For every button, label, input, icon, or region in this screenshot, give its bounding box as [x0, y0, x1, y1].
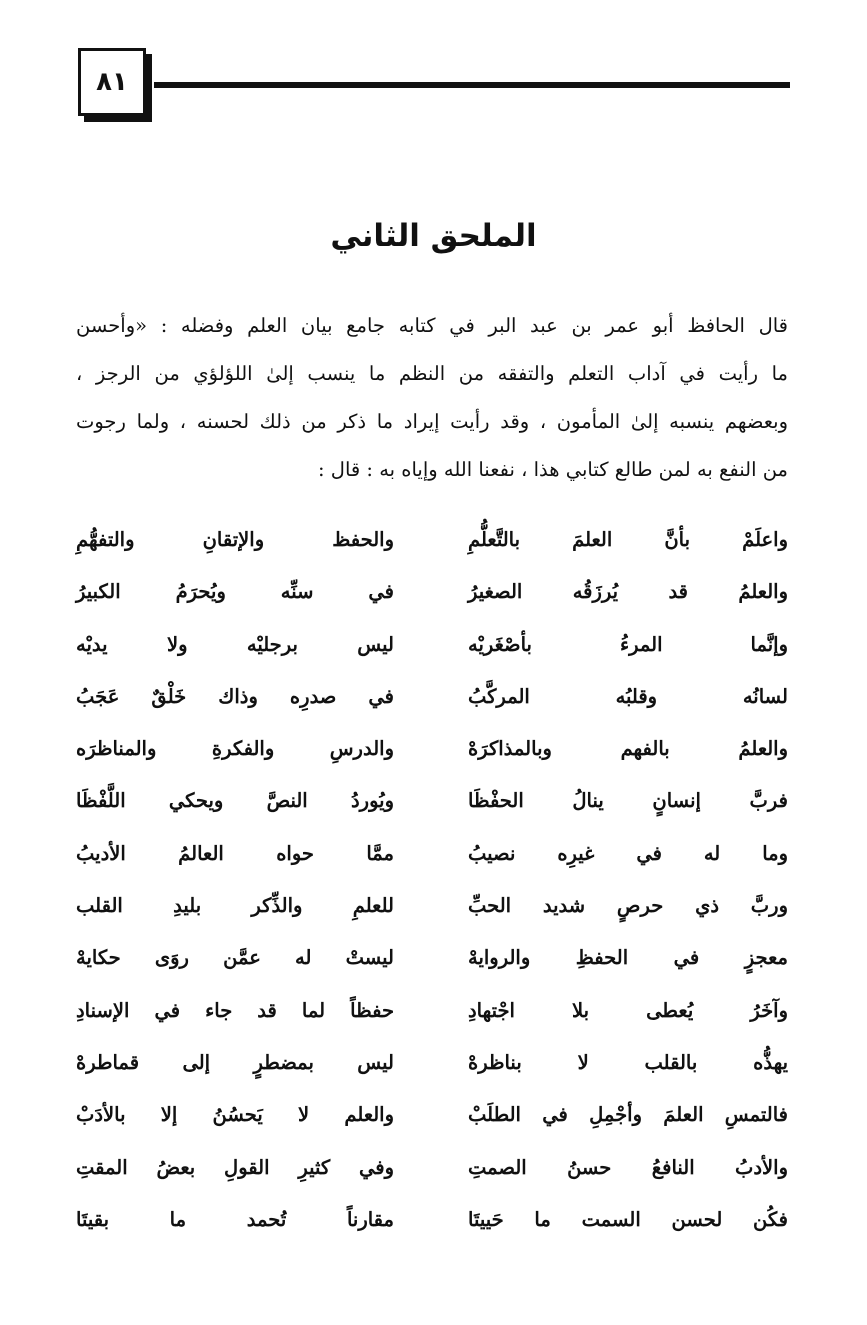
verse — [76, 520, 788, 572]
verse-first-hemistich: وآخَرُ يُعطى بلا اجْتهادِ — [468, 998, 788, 1022]
verse-first-hemistich: فالتمسِ العلمَ وأجْمِلِ في الطلَبْ — [468, 1103, 788, 1127]
verse-first-hemistich: فربَّ إنسانٍ ينالُ الحفْظَا — [468, 789, 788, 813]
verse — [76, 572, 788, 624]
verse-second-hemistich: مقارناً تُحمد ما بقيتَا — [76, 1207, 394, 1231]
verse-first-hemistich: معجزٍ في الحفظِ والروايهْ — [468, 946, 788, 970]
verse-second-hemistich: ليس بمضطرٍ إلى قماطرهْ — [76, 1050, 394, 1074]
verse-first-hemistich: يهذُّه بالقلب لا بناظرهْ — [468, 1050, 788, 1074]
verse-first-hemistich: وإنَّما المرءُ بأصْغَريْه — [468, 632, 788, 656]
verse-second-hemistich: والعلم لا يَحسُنُ إلا بالأدَبْ — [76, 1103, 394, 1127]
verse — [76, 1095, 788, 1147]
verse — [76, 677, 788, 729]
intro-line: من النفع به لمن طالع كتابي هذا ، نفعنا الله وإياه به : قال : — [318, 458, 788, 481]
verse-first-hemistich: وربَّ ذي حرصٍ شديد الحبِّ — [468, 894, 788, 918]
verse-first-hemistich: والعلمُ قد يُرزَقُه الصغيرُ — [468, 580, 788, 604]
poem — [76, 520, 788, 1252]
verse — [76, 625, 788, 677]
verse-second-hemistich: ليس برجليْه ولا يديْه — [76, 632, 394, 656]
section-title: الملحق الثاني — [330, 218, 537, 254]
intro-line: وبعضهم ينسبه إلىٰ المأمون ، وقد رأيت إيراد ما ذكر من ذلك لحسنه ، ولما رجوت — [76, 410, 788, 433]
verse — [76, 1200, 788, 1252]
page-number: ٨١ — [78, 48, 146, 116]
header-rule — [154, 82, 790, 88]
verse — [76, 938, 788, 990]
verse-second-hemistich: والدرسِ والفكرةِ والمناظرَه — [76, 737, 394, 761]
verse — [76, 781, 788, 833]
verse — [76, 886, 788, 938]
verse-second-hemistich: والحفظ والإتقانِ والتفهُّمِ — [76, 528, 394, 551]
verse-second-hemistich: في سنِّه ويُحرَمُ الكبيرُ — [76, 580, 394, 604]
verse-first-hemistich: فكُن لحسن السمت ما حَييتَا — [468, 1207, 788, 1231]
verse-second-hemistich: وفي كثيرِ القولِ بعضُ المقتِ — [76, 1155, 394, 1179]
verse-first-hemistich: وما له في غيرِه نصيبُ — [468, 841, 788, 865]
verse-second-hemistich: ليستْ له عمَّن روَى حكايهْ — [76, 946, 394, 970]
verse-first-hemistich: والأدبُ النافعُ حسنُ الصمتِ — [468, 1155, 788, 1179]
verse — [76, 729, 788, 781]
verse-first-hemistich: لسانُه وقلبُه المركَّبُ — [468, 684, 788, 708]
verse — [76, 834, 788, 886]
verse-first-hemistich: والعلمُ بالفهم وبالمذاكرَهْ — [468, 737, 788, 761]
verse — [76, 1043, 788, 1095]
intro-line: ما رأيت في آداب التعلم والتفقه من النظم ما ينسب إلىٰ اللؤلؤي من الرجز ، — [76, 362, 788, 385]
verse — [76, 991, 788, 1043]
verse-second-hemistich: للعلمِ والذِّكر بليدِ القلب — [76, 894, 394, 918]
verse-second-hemistich: ويُوردُ النصَّ ويحكي اللَّفْظَا — [76, 789, 394, 813]
verse-first-hemistich: واعلَمْ بأنَّ العلمَ بالتَّعلُّمِ — [468, 528, 788, 551]
page-header — [78, 48, 790, 120]
intro-line: قال الحافظ أبو عمر بن عبد البر في كتابه جامع بيان العلم وفضله : «وأحسن — [76, 314, 788, 337]
verse-second-hemistich: حفظاً لما قد جاء في الإسنادِ — [76, 998, 394, 1022]
verse — [76, 1148, 788, 1200]
intro-paragraph — [76, 302, 788, 494]
verse-second-hemistich: ممَّا حواه العالمُ الأديبُ — [76, 841, 394, 865]
verse-second-hemistich: في صدرِه وذاك خَلْقٌ عَجَبُ — [76, 684, 394, 708]
